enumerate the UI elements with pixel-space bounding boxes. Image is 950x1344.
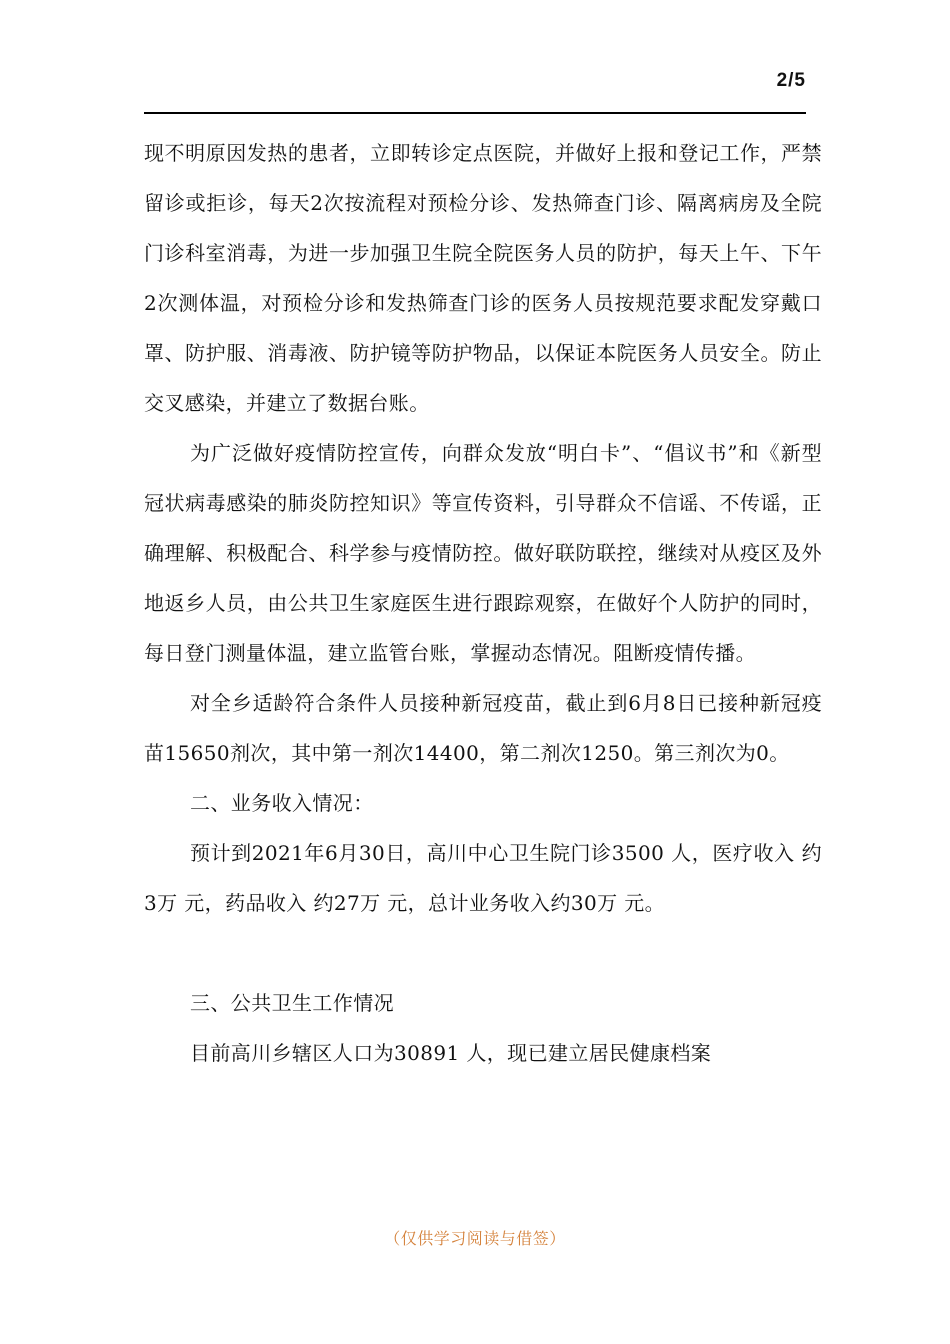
page-number: 2/5 bbox=[776, 70, 806, 91]
paragraph-revenue: 预计到2021年6月30日，高川中心卫生院门诊3500 人，医疗收入 约3万 元，药品收入 约27万 元，总计业务收入约30万 元。 bbox=[144, 841, 822, 915]
footer-note: （仅供学习阅读与借签） bbox=[384, 1229, 566, 1248]
blank-line bbox=[144, 928, 822, 978]
paragraph-hospital-procedures: 现不明原因发热的患者，立即转诊定点医院，并做好上报和登记工作，严禁留诊或拒诊，每天2次按流程对预检分诊、发热筛查门诊、隔离病房及全院门诊科室消毒，为进一步加强卫生院全院医务人员的防护，每天上午、下午2次测体温，对预检分诊和发热筛查门诊的医务人员按规范要求配发穿戴口罩、防护服、消毒液、防护镜等防护物品，以保证本院医务人员安全。防止交叉感染，并建立了数据台账。 bbox=[144, 141, 822, 415]
section-heading-revenue: 二、业务收入情况： bbox=[190, 791, 374, 815]
paragraph-publicity: 为广泛做好疫情防控宣传，向群众发放“明白卡”、“倡议书”和《新型冠状病毒感染的肺炎防控知识》等宣传资料，引导群众不信谣、不传谣，正确理解、积极配合、科学参与疫情防控。做好联防联控，继续对从疫区及外地返乡人员，由公共卫生家庭医生进行跟踪观察，在做好个人防护的同时，每日登门测量体温，建立监管台账，掌握动态情况。阻断疫情传播。 bbox=[144, 441, 822, 665]
header-divider bbox=[144, 112, 806, 114]
document-body bbox=[144, 128, 822, 1078]
paragraph-population: 目前高川乡辖区人口为30891 人，现已建立居民健康档案 bbox=[190, 1041, 712, 1065]
paragraph-vaccination: 对全乡适龄符合条件人员接种新冠疫苗，截止到6月8日已接种新冠疫苗15650剂次，其中第一剂次14400，第二剂次1250。第三剂次为0。 bbox=[144, 691, 822, 765]
section-heading-public-health: 三、公共卫生工作情况 bbox=[190, 991, 394, 1015]
